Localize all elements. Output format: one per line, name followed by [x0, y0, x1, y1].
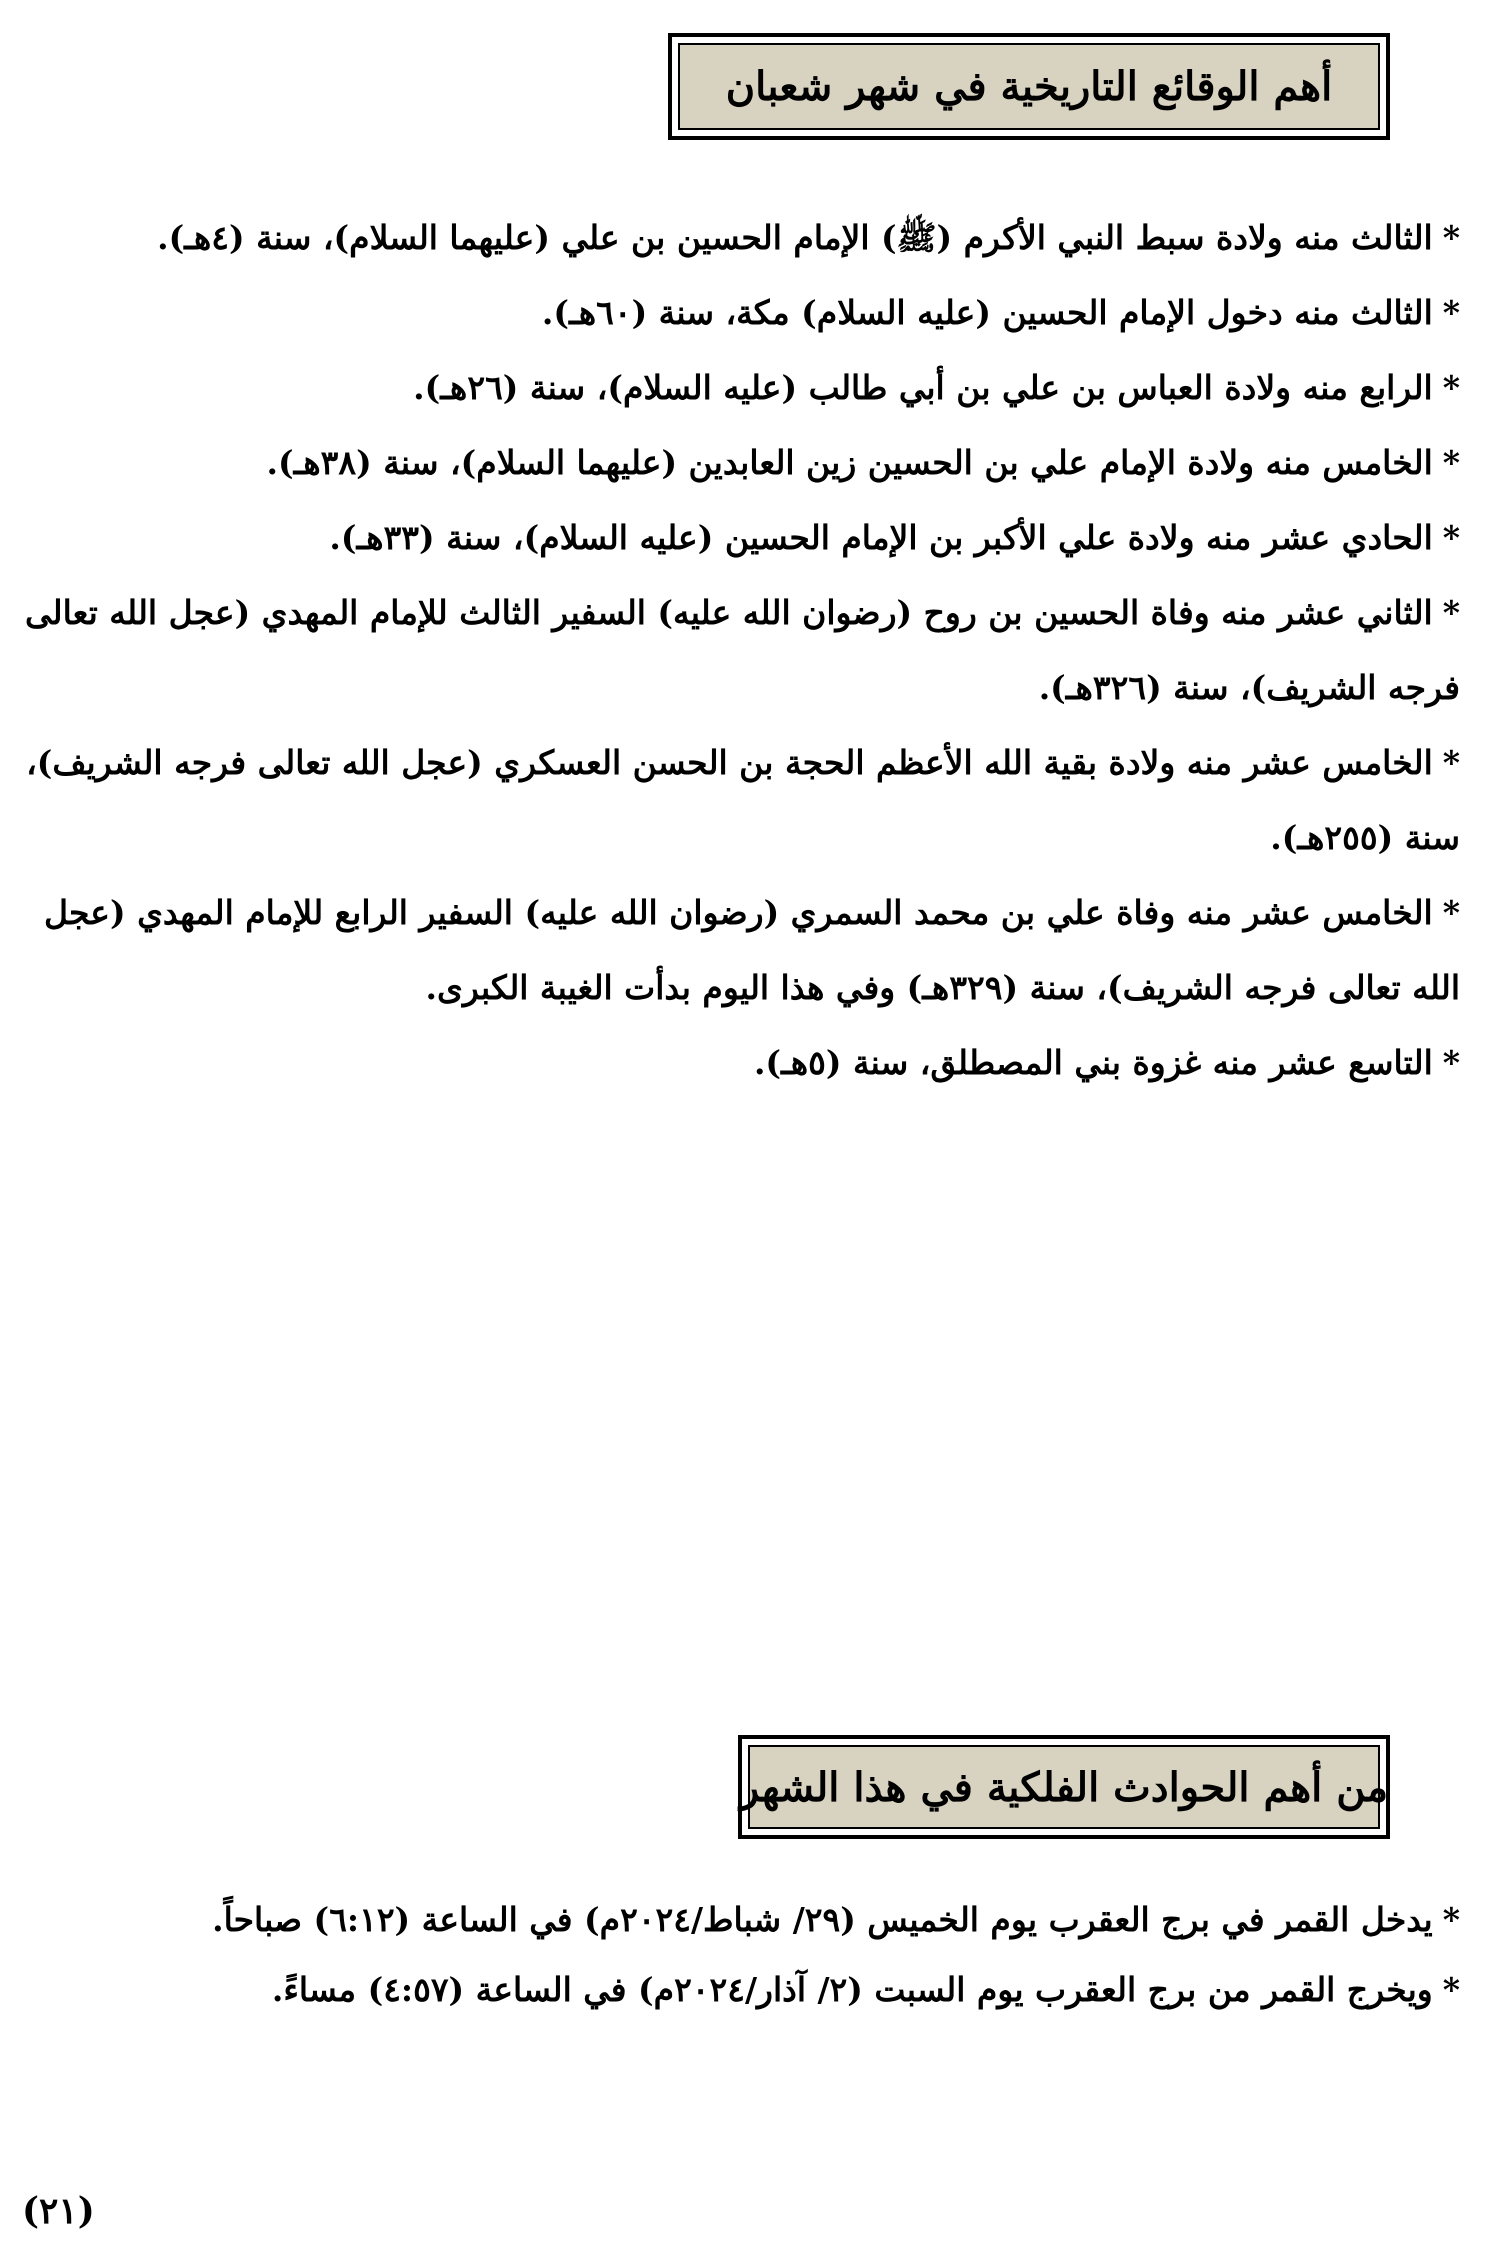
- event-item: [18, 1025, 1460, 1100]
- astro-event-text: يدخل القمر في برج العقرب يوم الخميس (٢٩/ شباط/٢٠٢٤م) في الساعة (٦:١٢) صباحاً.: [212, 1900, 1433, 1939]
- event-item: [18, 425, 1460, 500]
- bullet-star: *: [1442, 443, 1460, 482]
- event-text: الثالث منه ولادة سبط النبي الأكرم (ﷺ) الإمام الحسين بن علي (عليهما السلام)، سنة (٤هـ).: [157, 218, 1433, 257]
- bullet-star: *: [1442, 1043, 1460, 1082]
- event-text: التاسع عشر منه غزوة بني المصطلق، سنة (٥هـ).: [753, 1043, 1433, 1082]
- event-text: الثالث منه دخول الإمام الحسين (عليه السلام) مكة، سنة (٦٠هـ).: [541, 293, 1433, 332]
- event-item: [18, 275, 1460, 350]
- event-item: [18, 725, 1460, 875]
- astro-heading-box: [738, 1735, 1390, 1839]
- page-number: (٢١): [22, 2190, 95, 2232]
- astro-event-text: ويخرج القمر من برج العقرب يوم السبت (٢/ آذار/٢٠٢٤م) في الساعة (٤:٥٧) مساءً.: [271, 1970, 1433, 2009]
- event-text: الخامس منه ولادة الإمام علي بن الحسين زين العابدين (عليهما السلام)، سنة (٣٨هـ).: [266, 443, 1433, 482]
- astro-heading: من أهم الحوادث الفلكية في هذا الشهر: [748, 1745, 1380, 1829]
- event-text: الحادي عشر منه ولادة علي الأكبر بن الإمام الحسين (عليه السلام)، سنة (٣٣هـ).: [329, 518, 1433, 557]
- bullet-star: *: [1442, 368, 1460, 407]
- astro-event-item: [18, 1885, 1460, 1955]
- event-text: الثاني عشر منه وفاة الحسين بن روح (رضوان الله عليه) السفير الثالث للإمام المهدي (عجل الله تعالى فرجه الشريف)، سنة (٣٢٦هـ).: [25, 593, 1460, 707]
- event-item: [18, 875, 1460, 1025]
- astro-events-list: [18, 1885, 1460, 2025]
- event-item: [18, 575, 1460, 725]
- bullet-star: *: [1442, 1900, 1460, 1939]
- event-item: [18, 500, 1460, 575]
- astro-event-item: [18, 1955, 1460, 2025]
- bullet-star: *: [1442, 893, 1460, 932]
- event-text: الخامس عشر منه وفاة علي بن محمد السمري (رضوان الله عليه) السفير الرابع للإمام المهدي (عجل الله تعالى فرجه الشريف)، سنة (٣٢٩هـ) وفي هذا اليوم بدأت الغيبة الكبرى.: [43, 893, 1460, 1007]
- events-heading: أهم الوقائع التاريخية في شهر شعبان: [678, 43, 1380, 130]
- bullet-star: *: [1442, 743, 1460, 782]
- events-list: [18, 200, 1460, 1100]
- event-item: [18, 200, 1460, 275]
- bullet-star: *: [1442, 1970, 1460, 2009]
- events-heading-box: [668, 33, 1390, 140]
- event-item: [18, 350, 1460, 425]
- event-text: الرابع منه ولادة العباس بن علي بن أبي طالب (عليه السلام)، سنة (٢٦هـ).: [413, 368, 1433, 407]
- event-text: الخامس عشر منه ولادة بقية الله الأعظم الحجة بن الحسن العسكري (عجل الله تعالى فرجه الشريف)، سنة (٢٥٥هـ).: [26, 743, 1460, 857]
- bullet-star: *: [1442, 218, 1460, 257]
- bullet-star: *: [1442, 593, 1460, 632]
- bullet-star: *: [1442, 518, 1460, 557]
- bullet-star: *: [1442, 293, 1460, 332]
